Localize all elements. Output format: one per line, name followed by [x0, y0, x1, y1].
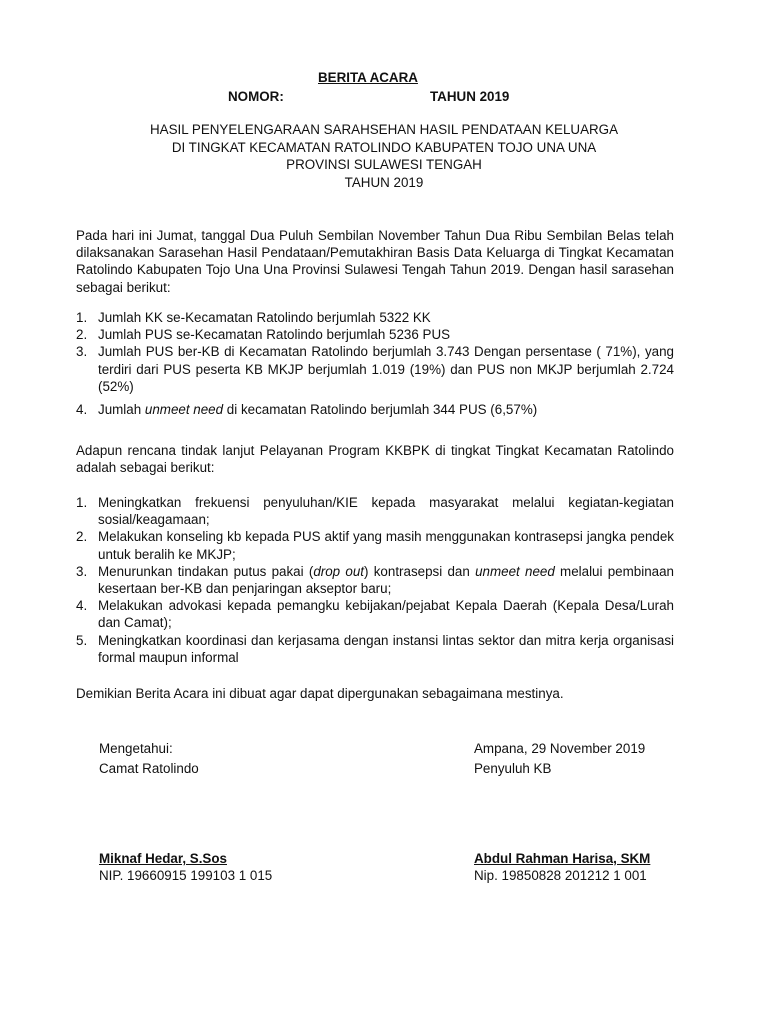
results-list [76, 309, 674, 418]
list-text: Jumlah PUS se-Kecamatan Ratolindo berjumlah 5236 PUS [98, 327, 451, 343]
list-number: 2. [76, 327, 88, 343]
list-item [76, 309, 674, 326]
subtitle-line-1: HASIL PENYELENGARAAN SARAHSEHAN HASIL PENDATAAN KELUARGA [149, 122, 619, 137]
list-text: Jumlah KK se-Kecamatan Ratolindo berjumlah 5322 KK [98, 310, 431, 325]
subtitle-line-3: PROVINSI SULAWESI TENGAH [286, 157, 482, 172]
list-item [76, 597, 674, 631]
tahun-label: TAHUN 2019 [430, 89, 510, 104]
subtitle-line-2: DI TINGKAT KECAMATAN RATOLINDO KABUPATEN TOJO UNA UNA [171, 140, 597, 155]
list-item [76, 494, 674, 528]
sign-right-line-2: Penyuluh KB [474, 761, 552, 776]
list-number: 3. [76, 344, 88, 360]
list-item [76, 563, 674, 597]
list-text-pre: Jumlah [98, 402, 145, 418]
followup-intro-paragraph: Adapun rencana tindak lanjut Pelayanan Program KKBPK di tingkat Tingkat Kecamatan Ratolindo adalah sebagai berikut: [76, 443, 674, 476]
sign-right-line-1: Ampana, 29 November 2019 [474, 741, 646, 756]
list-text: Meningkatkan frekuensi penyuluhan/KIE kepada masyarakat melalui kegiatan-kegiatan sosial/keagamaan; [98, 495, 674, 528]
sign-left-name: Miknaf Hedar, S.Sos [99, 851, 227, 866]
list-text-italic: unmeet need [144, 402, 224, 418]
document-title: BERITA ACARA [318, 70, 418, 85]
sign-left-nip: NIP. 19660915 199103 1 015 [99, 868, 273, 883]
closing-paragraph: Demikian Berita Acara ini dibuat agar dapat dipergunakan sebagaimana mestinya. [76, 686, 564, 701]
list-text: Melakukan konseling kb kepada PUS aktif yang masih menggunakan kontrasepsi jangka pendek untuk beralih ke MKJP; [98, 529, 674, 562]
list-text-italic: drop out [313, 563, 365, 579]
list-number: 2. [76, 529, 88, 545]
list-text-italic: unmeet need [475, 563, 555, 579]
subtitle-line-4: TAHUN 2019 [344, 175, 424, 190]
list-text-mid: ) kontrasepsi dan [364, 563, 476, 579]
sign-left-line-1: Mengetahui: [99, 741, 173, 756]
list-item [76, 632, 674, 666]
sign-left-line-2: Camat Ratolindo [99, 761, 199, 776]
list-text-post: melalui pembinaan kesertaan ber-KB dan penjaringan akseptor baru; [98, 563, 674, 597]
sign-right-nip: Nip. 19850828 201212 1 001 [474, 868, 647, 883]
list-number: 5. [76, 632, 88, 648]
list-text: Melakukan advokasi kepada pemangku kebijakan/pejabat Kepala Daerah (Kepala Desa/Lurah dan Camat); [98, 598, 674, 631]
list-text: Jumlah PUS ber-KB di Kecamatan Ratolindo berjumlah 3.743 Dengan persentase ( 71%), yang terdiri dari PUS peserta KB MKJP berjumlah 1.019 (19%) dan PUS non MKJP berjumlah 2.724 (52%) [98, 344, 674, 394]
list-number: 1. [76, 310, 88, 325]
list-number: 3. [76, 563, 88, 579]
list-number: 1. [76, 495, 88, 510]
list-item [76, 343, 674, 395]
list-item [76, 528, 674, 562]
list-item [76, 326, 674, 343]
followup-list [76, 494, 674, 666]
list-text-post: di kecamatan Ratolindo berjumlah 344 PUS (6,57%) [223, 402, 538, 418]
intro-paragraph: Pada hari ini Jumat, tanggal Dua Puluh Sembilan November Tahun Dua Ribu Sembilan Belas telah dilaksanakan Sarasehan Hasil Pendataan/Pemutakhiran Basis Data Keluarga di Tingkat Kecamatan Ratolindo Kabupaten Tojo Una Una Provinsi Sulawesi Tengah Tahun 2019. Dengan hasil sarasehan sebagai berikut: [76, 228, 674, 295]
list-item [76, 401, 674, 418]
list-text-pre: Menurunkan tindakan putus pakai ( [98, 563, 314, 579]
list-text: Meningkatkan koordinasi dan kerjasama dengan instansi lintas sektor dan mitra kerja organisasi formal maupun informal [98, 632, 674, 665]
sign-right-name: Abdul Rahman Harisa, SKM [474, 851, 651, 866]
list-number: 4. [76, 598, 88, 614]
list-number: 4. [76, 402, 88, 418]
nomor-label: NOMOR: [228, 89, 284, 104]
